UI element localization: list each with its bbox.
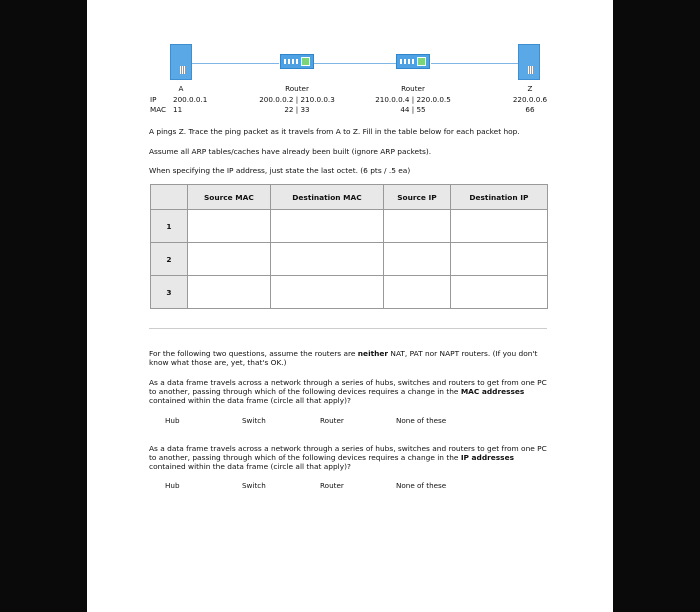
choice-switch[interactable]: Switch: [242, 481, 266, 490]
answer-cell[interactable]: [188, 276, 271, 309]
choice-router[interactable]: Router: [320, 416, 344, 425]
choice-none[interactable]: None of these: [396, 481, 447, 490]
instruction-line-3: When specifying the IP address, just state the last octet. (6 pts / .5 ea): [149, 166, 411, 175]
router2-name: Router: [401, 84, 425, 93]
instruction-line-1: A pings Z. Trace the ping packet as it travels from A to Z. Fill in the table below for each packet hop.: [149, 127, 520, 136]
link-router2-z: [431, 63, 519, 64]
router1-icon: [280, 54, 314, 69]
link-router1-router2: [313, 63, 397, 64]
router1-macs: 22 | 33: [284, 105, 310, 114]
node-z-ip: 220.0.0.6: [512, 95, 548, 104]
answer-cell[interactable]: [270, 210, 383, 243]
instruction-line-2: Assume all ARP tables/caches have already been built (ignore ARP packets).: [149, 147, 432, 156]
table-row: [151, 276, 548, 309]
row-number: 3: [151, 276, 188, 309]
pc-a-icon: [170, 44, 192, 80]
answer-cell[interactable]: [450, 210, 547, 243]
answer-cell[interactable]: [270, 243, 383, 276]
header-destination-mac: Destination MAC: [270, 185, 383, 210]
answer-cell[interactable]: [450, 276, 547, 309]
choice-router[interactable]: Router: [320, 481, 344, 490]
answer-cell[interactable]: [384, 276, 451, 309]
table-header-row: [151, 185, 548, 210]
router1-name: Router: [285, 84, 309, 93]
ip-label: IP: [150, 95, 157, 104]
mac-label: MAC: [150, 105, 167, 114]
document-page: [87, 0, 613, 612]
right-dark-margin: [613, 0, 700, 612]
answer-cell[interactable]: [188, 210, 271, 243]
node-z-name: Z: [527, 84, 533, 93]
packet-hop-table: [150, 184, 548, 309]
header-destination-ip: Destination IP: [450, 185, 547, 210]
answer-cell[interactable]: [450, 243, 547, 276]
section-divider: [149, 328, 547, 329]
node-a-ip: 200.0.0.1: [173, 95, 208, 104]
row-number: 2: [151, 243, 188, 276]
router2-ips: 210.0.0.4 | 220.0.0.5: [375, 95, 451, 104]
header-source-mac: Source MAC: [188, 185, 271, 210]
router2-icon: [396, 54, 430, 69]
left-dark-margin: [0, 0, 87, 612]
node-z-mac: 66: [525, 105, 535, 114]
table-row: [151, 243, 548, 276]
questions-intro: For the following two questions, assume the routers are neither NAT, PAT nor NAPT routers. (If you don't know what those are, yet, that's OK.): [149, 349, 538, 367]
question-mac: As a data frame travels across a network through a series of hubs, switches and routers to get from one PC to another, passing through which of the following devices requires a change in the MAC addresses contained within the data frame (circle all that apply)?: [149, 378, 547, 405]
table-row: [151, 210, 548, 243]
answer-cell[interactable]: [270, 276, 383, 309]
choice-switch[interactable]: Switch: [242, 416, 266, 425]
node-a-mac: 11: [173, 105, 183, 114]
header-source-ip: Source IP: [384, 185, 451, 210]
choice-none[interactable]: None of these: [396, 416, 447, 425]
answer-cell[interactable]: [188, 243, 271, 276]
answer-cell[interactable]: [384, 243, 451, 276]
table-corner-cell: [151, 185, 188, 210]
router1-ips: 200.0.0.2 | 210.0.0.3: [259, 95, 335, 104]
row-number: 1: [151, 210, 188, 243]
pc-z-icon: [518, 44, 540, 80]
choice-hub[interactable]: Hub: [165, 481, 180, 490]
link-a-router1: [179, 63, 279, 64]
choice-hub[interactable]: Hub: [165, 416, 180, 425]
answer-cell[interactable]: [384, 210, 451, 243]
router2-macs: 44 | 55: [400, 105, 426, 114]
node-a-name: A: [178, 84, 184, 93]
question-ip: As a data frame travels across a network through a series of hubs, switches and routers to get from one PC to another, passing through which of the following devices requires a change in the IP addresses contained within the data frame (circle all that apply)?: [149, 444, 547, 471]
